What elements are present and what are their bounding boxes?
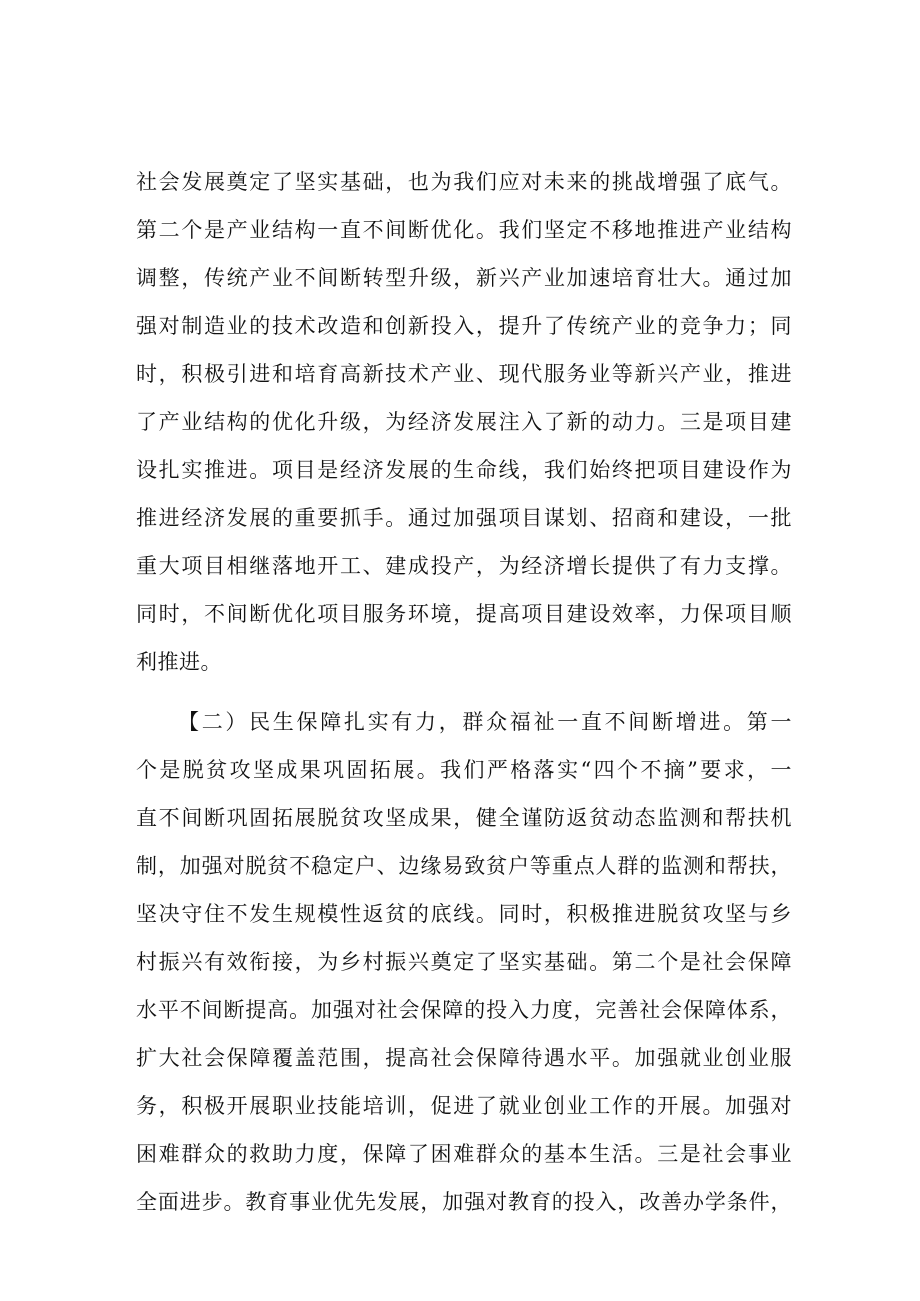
text-line: 困难群众的救助力度，保障了困难群众的基本生活。三是社会事业 [136, 1142, 792, 1166]
text-line: 坚决守住不发生规模性返贫的底线。同时，积极推进脱贫攻坚与乡 [136, 902, 792, 926]
text-line: 直不间断巩固拓展脱贫攻坚成果，健全谨防返贫动态监测和帮扶机 [136, 806, 792, 830]
text-line: 时，积极引进和培育高新技术产业、现代服务业等新兴产业，推进 [136, 362, 792, 386]
text-line: 同时，不间断优化项目服务环境，提高项目建设效率，力保项目顺 [136, 602, 792, 626]
text-line: 设扎实推进。项目是经济发展的生命线，我们始终把项目建设作为 [136, 458, 792, 482]
text-line: 社会发展奠定了坚实基础，也为我们应对未来的挑战增强了底气。 [136, 170, 792, 194]
section-heading-line: 【二）民生保障扎实有力，群众福祉一直不间断增进。第一 [178, 710, 792, 734]
text-line: 水平不间断提高。加强对社会保障的投入力度，完善社会保障体系， [136, 998, 792, 1022]
text-line: 制，加强对脱贫不稳定户、边缘易致贫户等重点人群的监测和帮扶， [136, 854, 792, 878]
text-line: 扩大社会保障覆盖范围，提高社会保障待遇水平。加强就业创业服 [136, 1046, 792, 1070]
text-line: 务，积极开展职业技能培训，促进了就业创业工作的开展。加强对 [136, 1094, 792, 1118]
text-line: 了产业结构的优化升级，为经济发展注入了新的动力。三是项目建 [136, 410, 792, 434]
text-line: 个是脱贫攻坚成果巩固拓展。我们严格落实“四个不摘”要求，一 [136, 758, 792, 782]
text-line: 村振兴有效衔接，为乡村振兴奠定了坚实基础。第二个是社会保障 [136, 950, 792, 974]
text-line: 全面进步。教育事业优先发展，加强对教育的投入，改善办学条件， [136, 1190, 792, 1214]
text-line: 推进经济发展的重要抓手。通过加强项目谋划、招商和建设，一批 [136, 506, 792, 530]
text-line: 第二个是产业结构一直不间断优化。我们坚定不移地推进产业结构 [136, 218, 792, 242]
text-line: 强对制造业的技术改造和创新投入，提升了传统产业的竞争力；同 [136, 314, 792, 338]
text-line: 重大项目相继落地开工、建成投产，为经济增长提供了有力支撑。 [136, 554, 792, 578]
text-line: 利推进。 [136, 650, 222, 674]
text-line: 调整，传统产业不间断转型升级，新兴产业加速培育壮大。通过加 [136, 266, 792, 290]
